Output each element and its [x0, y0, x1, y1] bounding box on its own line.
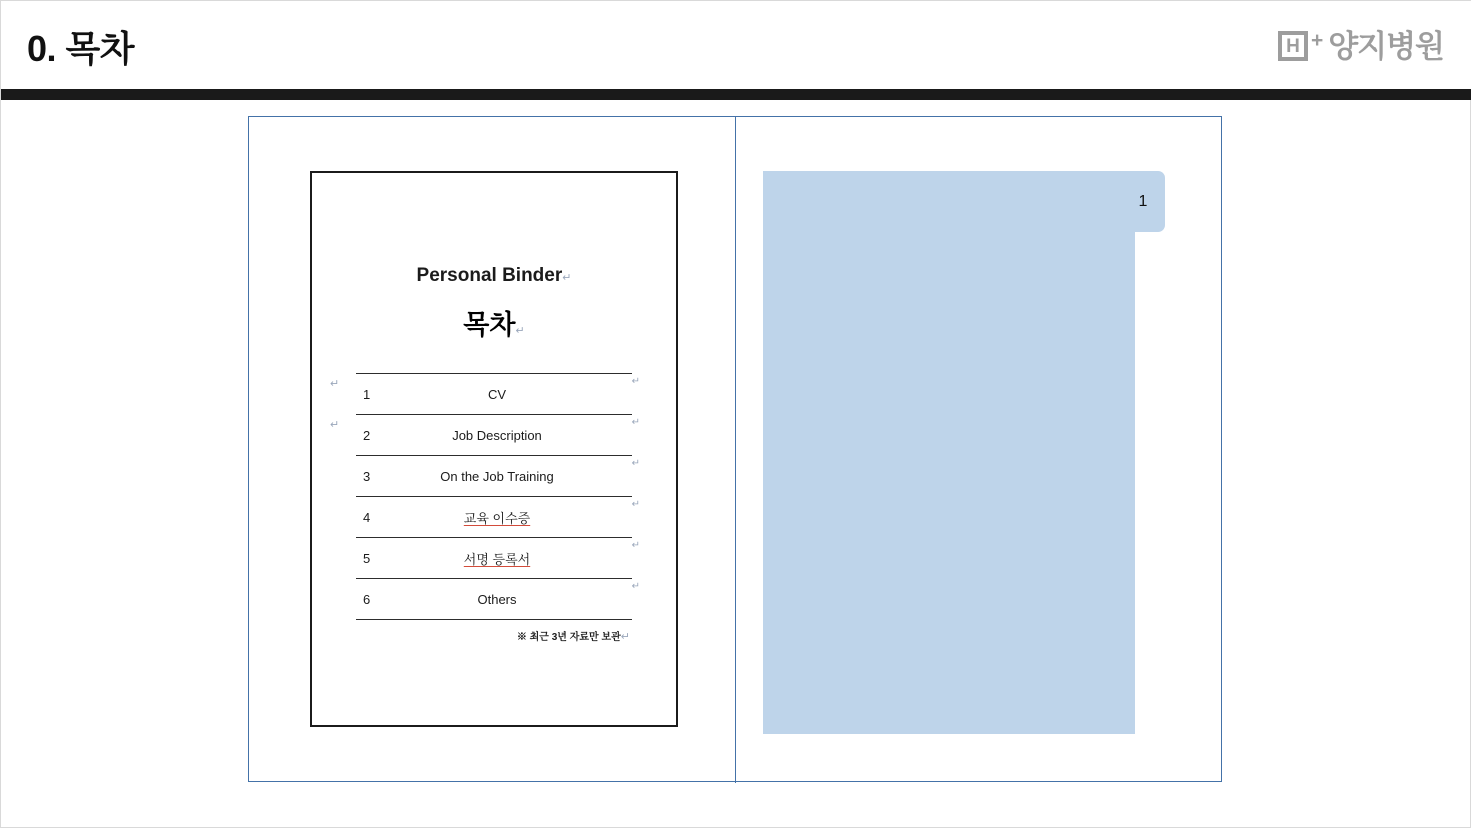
table-row [356, 374, 640, 415]
table-row [356, 538, 640, 579]
toc-row-number: 4 [363, 509, 371, 525]
toc-footnote-text: ※ 최근 3년 자료만 보관 [516, 632, 621, 643]
doc-title-english-text: Personal Binder [416, 265, 563, 286]
toc-row-label: On the Job Training [440, 468, 554, 484]
toc-row-label: 서명 등록서 [463, 551, 531, 567]
toc-row-label: CV [487, 386, 507, 402]
table-row [356, 415, 640, 456]
toc-row-label: 교육 이수증 [463, 510, 531, 526]
toc-row-label: Others [477, 591, 517, 607]
logo-name: 양지병원 [1328, 28, 1444, 64]
pilcrow-icon: ↵ [631, 540, 640, 551]
toc-row-number: 2 [363, 427, 371, 443]
logo-h-letter: H [1286, 35, 1300, 57]
doc-title-korean-text: 목차 [463, 310, 516, 340]
toc-table [356, 373, 640, 643]
toc-footnote [356, 628, 632, 643]
toc-row-number: 3 [363, 468, 371, 484]
pilcrow-icon: ↵ [631, 458, 640, 469]
pilcrow-icon: ↵ [631, 376, 640, 387]
pilcrow-icon: ↵ [620, 631, 630, 643]
page-title: 0. 목차 [27, 28, 135, 69]
toc-row-number: 6 [363, 591, 371, 607]
table-row [356, 456, 640, 497]
pilcrow-icon: ↵ [631, 417, 640, 428]
divider-tab-number: 1 [1138, 193, 1148, 210]
doc-title-english [312, 265, 676, 287]
hospital-logo [1278, 24, 1444, 68]
pilcrow-icon: ↵ [330, 378, 340, 390]
toc-document-page [310, 171, 678, 727]
table-row [356, 579, 640, 620]
toc-row-number: 5 [363, 550, 371, 566]
table-row [356, 497, 640, 538]
toc-row-number: 1 [363, 386, 371, 402]
logo-h-mark-icon [1278, 31, 1308, 61]
pilcrow-icon: ↵ [631, 581, 640, 592]
pilcrow-icon: ↵ [515, 325, 525, 337]
slide-header [1, 1, 1471, 89]
binder-frame [248, 116, 1222, 782]
pilcrow-icon: ↵ [330, 419, 340, 431]
doc-title-korean [312, 303, 676, 342]
logo-plus-icon: + [1310, 28, 1324, 52]
tab-divider-sheet [763, 171, 1135, 734]
toc-row-label: Job Description [452, 427, 542, 443]
pilcrow-icon: ↵ [562, 272, 572, 284]
header-divider-bar [1, 89, 1471, 100]
binder-spine [735, 117, 736, 783]
pilcrow-icon: ↵ [631, 499, 640, 510]
